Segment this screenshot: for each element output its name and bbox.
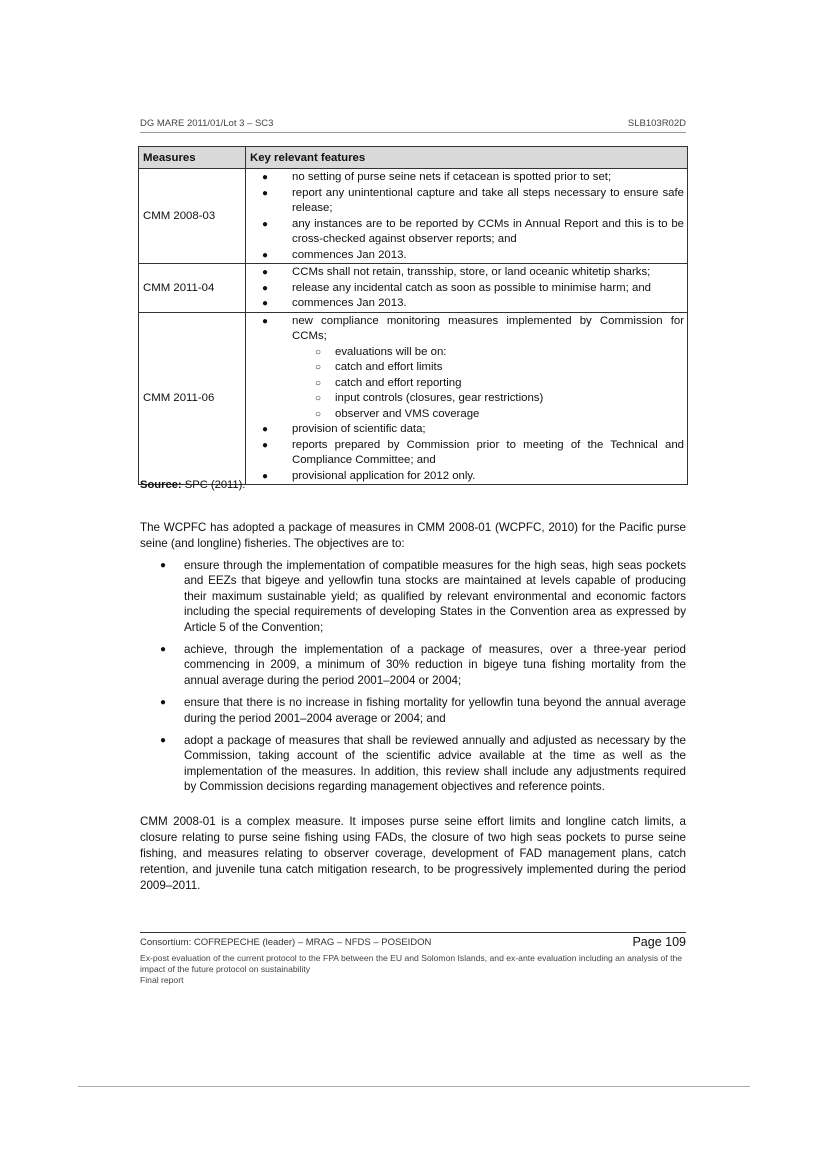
bullet-dot-icon: ● (160, 644, 167, 656)
footer-report-type: Final report (140, 975, 184, 985)
feature-text: input controls (closures, gear restrictions) (335, 392, 544, 404)
measure-name-cell: CMM 2008-03 (139, 169, 246, 264)
feature-text: release any incidental catch as soon as possible to minimise harm; and (292, 281, 651, 294)
cmm-2008-01-paragraph: CMM 2008-01 is a complex measure. It imposes purse seine effort limits and longline catch limits, a closure relating to purse seine fishing using FADs, the closure of two high seas pockets to purse seine fishing, and measures relating to observer coverage, development of FAD management plans, catch retention, and juvenile tuna catch mitigation research, to be progressively implemented during the period 2009–2011. (140, 815, 686, 892)
column-header-measures: Measures (139, 147, 246, 169)
page-number: Page 109 (632, 935, 686, 949)
feature-item (246, 248, 684, 264)
header-reference: DG MARE 2011/01/Lot 3 – SC3 (140, 118, 274, 129)
bullet-dot-icon: ● (262, 282, 269, 294)
feature-text: any instances are to be reported by CCMs in Annual Report and this is to be cross-checked against observer reports; and (292, 217, 684, 245)
bullet-dot-icon: ● (262, 172, 269, 183)
objective-item (140, 733, 686, 795)
sub-feature-item (246, 407, 684, 423)
objective-item (140, 642, 686, 688)
table-row (139, 312, 688, 485)
feature-text: commences Jan 2013. (292, 248, 407, 261)
objective-text: ensure that there is no increase in fishing mortality for yellowfin tuna beyond the annual average during the period 2001–2004 average or 2004; and (184, 696, 686, 725)
table-body (139, 169, 688, 485)
feature-text: provisional application for 2012 only. (292, 469, 476, 482)
measures-table (138, 146, 688, 485)
objective-text: achieve, through the implementation of a package of measures, over a three-year period commencing in 2009, a minimum of 30% reduction in bigeye tuna fishing mortality from the annual average during the period 2001–2004 or 2004; (184, 643, 686, 687)
feature-text: commences Jan 2013. (292, 297, 407, 309)
bullet-dot-icon: ● (262, 267, 269, 278)
feature-text: observer and VMS coverage (335, 407, 480, 420)
bullet-dot-icon: ● (262, 315, 269, 327)
feature-text: evaluations will be on: (335, 345, 447, 358)
footer-description: Ex-post evaluation of the current protocol to the FPA between the EU and Solomon Islands, and ex-ante evaluation including an analysis of the impact of the future protocol on sustainability (140, 953, 683, 974)
feature-text: catch and effort limits (335, 361, 443, 373)
table-source (140, 479, 246, 491)
page-header (140, 116, 686, 133)
feature-text: provision of scientific data; (292, 423, 426, 435)
features-list (246, 314, 684, 485)
bullet-dot-icon: ● (262, 187, 269, 199)
bullet-dot-icon: ● (160, 697, 167, 709)
table-row (139, 264, 688, 313)
bullet-dot-icon: ● (262, 439, 269, 451)
column-header-features: Key relevant features (246, 147, 688, 169)
feature-text: catch and effort reporting (335, 376, 462, 389)
feature-text: new compliance monitoring measures implemented by Commission for CCMs; (292, 314, 684, 342)
sub-feature-item (246, 360, 684, 376)
feature-item (246, 217, 684, 248)
hollow-circle-icon: ○ (315, 362, 322, 373)
objective-item (140, 558, 686, 635)
sub-feature-item (246, 345, 684, 361)
feature-item (246, 314, 684, 345)
feature-item (246, 422, 684, 438)
sub-feature-item (246, 376, 684, 392)
bullet-dot-icon: ● (262, 424, 269, 435)
bullet-dot-icon: ● (262, 470, 269, 482)
feature-item (246, 438, 684, 469)
feature-item (246, 281, 684, 297)
hollow-circle-icon: ○ (315, 408, 322, 420)
hollow-circle-icon: ○ (315, 377, 322, 389)
bullet-dot-icon: ● (262, 298, 269, 309)
feature-text: reports prepared by Commission prior to meeting of the Technical and Compliance Committee; and (292, 438, 684, 466)
feature-text: CCMs shall not retain, transship, store, or land oceanic whitetip sharks; (292, 266, 651, 278)
measure-name-cell: CMM 2011-06 (139, 312, 246, 485)
bullet-dot-icon: ● (160, 735, 167, 747)
features-list (246, 265, 684, 312)
feature-item (246, 186, 684, 217)
feature-item (246, 170, 684, 186)
source-text: SPC (2011). (184, 479, 246, 491)
objective-text: adopt a package of measures that shall be reviewed annually and adjusted as necessary by the Commission, taking account of the scientific advice available at the time as well as the implementation of the measures. In addition, this review shall include any adjustments required by Commission decisions regarding management objectives and reference points. (184, 734, 686, 794)
objective-item (140, 695, 686, 726)
bullet-dot-icon: ● (262, 218, 269, 230)
hollow-circle-icon: ○ (315, 346, 322, 358)
feature-item (246, 296, 684, 312)
table-header-row (139, 147, 688, 169)
page-bottom-divider (78, 1086, 750, 1087)
feature-item (246, 265, 684, 281)
objectives-list (140, 558, 686, 802)
feature-text: report any unintentional capture and take all steps necessary to ensure safe release; (292, 186, 684, 214)
footer-consortium: Consortium: COFREPECHE (leader) – MRAG – NFDS – POSEIDON (140, 937, 432, 948)
features-cell (246, 169, 688, 264)
intro-paragraph: The WCPFC has adopted a package of measures in CMM 2008-01 (WCPFC, 2010) for the Pacific purse seine (and longline) fisheries. The objectives are to: (140, 521, 686, 550)
measure-name-cell: CMM 2011-04 (139, 264, 246, 313)
page-footer (140, 932, 686, 986)
header-document-code: SLB103R02D (627, 118, 686, 129)
table-row (139, 169, 688, 264)
features-cell (246, 312, 688, 485)
source-label: Source: (140, 479, 182, 491)
hollow-circle-icon: ○ (315, 393, 322, 404)
feature-text: no setting of purse seine nets if cetacean is spotted prior to set; (292, 171, 612, 183)
footer-top-line (140, 933, 686, 953)
features-list (246, 170, 684, 263)
bullet-dot-icon: ● (160, 560, 167, 571)
features-cell (246, 264, 688, 313)
objective-text: ensure through the implementation of compatible measures for the high seas, high seas pockets and EEZs that bigeye and yellowfin tuna stocks are maintained at levels capable of producing their maximum sustainable yield; as qualified by relevant environmental and economic factors including the special requirements of developing States in the Convention area as expressed by Article 5 of the Convention; (184, 559, 686, 634)
bullet-dot-icon: ● (262, 249, 269, 261)
feature-item (246, 469, 684, 485)
sub-feature-item (246, 391, 684, 407)
